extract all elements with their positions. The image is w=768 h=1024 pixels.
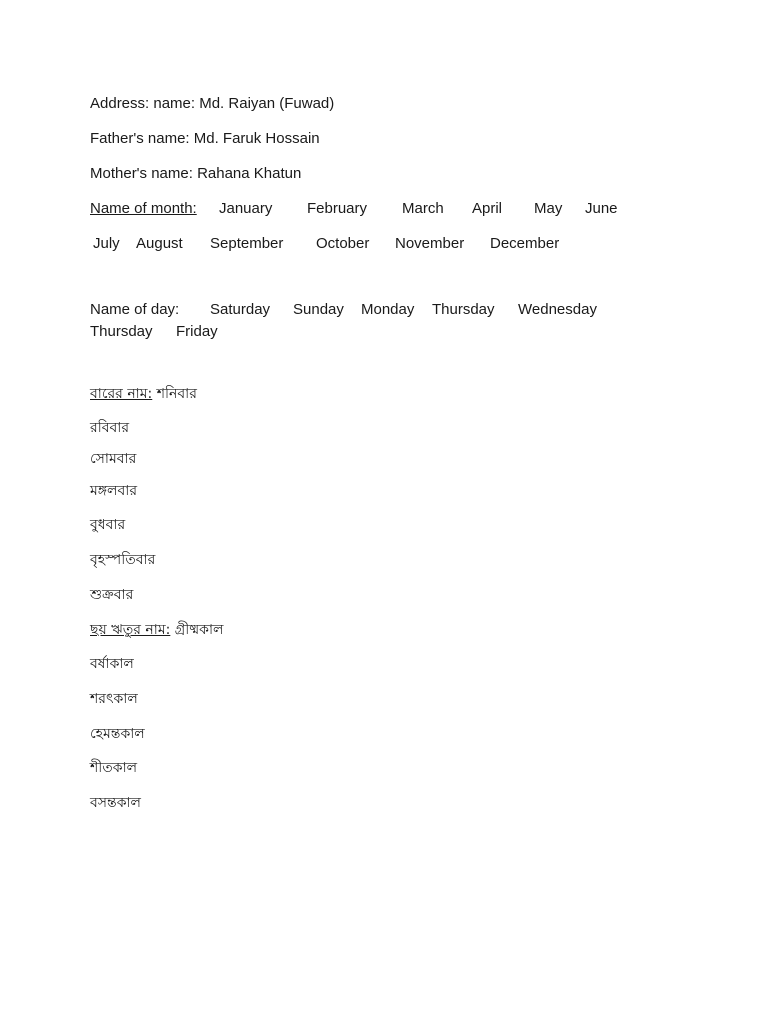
- bangla-day-item: বুধবার: [90, 517, 126, 533]
- day-item: Friday: [176, 323, 218, 340]
- month-item: December: [490, 235, 560, 252]
- bangla-day-item: বৃহস্পতিবার: [90, 552, 156, 568]
- bangla-day-item: সোমবার: [90, 451, 137, 467]
- month-item: September: [210, 235, 284, 252]
- day-item: Saturday: [210, 301, 271, 318]
- bangla-day-item: শুক্রবার: [90, 587, 134, 603]
- month-item: May: [534, 200, 563, 217]
- mother-name-line: Mother's name: Rahana Khatun: [90, 165, 302, 182]
- season-first: গ্রীষ্মকাল: [174, 622, 224, 638]
- month-item: January: [219, 200, 273, 217]
- month-item: July: [93, 235, 120, 252]
- months-label-text: Name of month:: [90, 200, 197, 217]
- day-item: Thursday: [90, 323, 153, 340]
- bangla-days-heading: [90, 384, 197, 404]
- day-item: Wednesday: [518, 301, 597, 318]
- season-item: শরৎকাল: [90, 691, 138, 707]
- day-item: Sunday: [293, 301, 344, 318]
- season-item: বসন্তকাল: [90, 795, 141, 811]
- seasons-heading: [90, 620, 223, 640]
- bangla-day-first: শনিবার: [156, 386, 197, 402]
- bangla-day-item: মঙ্গলবার: [90, 483, 138, 499]
- season-item: বর্ষাকাল: [90, 656, 134, 672]
- month-item: April: [472, 200, 503, 217]
- month-item: October: [316, 235, 370, 252]
- month-item: February: [307, 200, 368, 217]
- father-name-line: Father's name: Md. Faruk Hossain: [90, 130, 320, 147]
- season-item: হেমন্তকাল: [90, 726, 145, 742]
- bangla-day-item: রবিবার: [90, 420, 130, 436]
- month-item: June: [585, 200, 618, 217]
- day-item: Thursday: [432, 301, 495, 318]
- seasons-label: ছয় ঋতুর নাম:: [90, 622, 171, 638]
- address-line: Address: name: Md. Raiyan (Fuwad): [90, 95, 335, 112]
- day-item: Monday: [361, 301, 415, 318]
- days-label: Name of day:: [90, 301, 180, 318]
- month-item: November: [395, 235, 465, 252]
- months-label: [90, 199, 197, 219]
- month-item: March: [402, 200, 444, 217]
- bangla-days-label: বারের নাম:: [90, 386, 153, 402]
- season-item: শীতকাল: [90, 760, 138, 776]
- month-item: August: [136, 235, 183, 252]
